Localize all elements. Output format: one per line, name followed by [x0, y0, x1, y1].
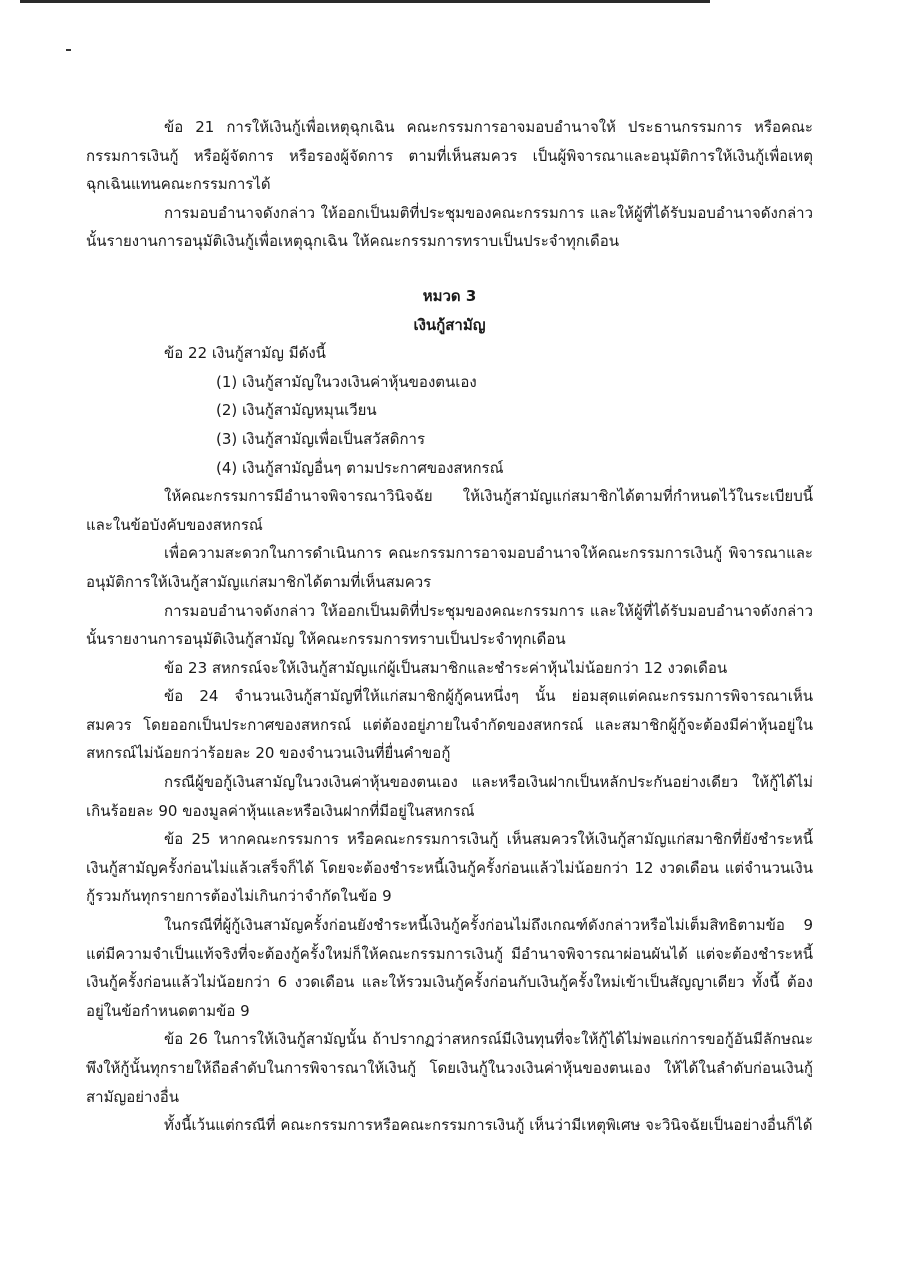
- list-item: (1) เงินกู้สามัญในวงเงินค่าหุ้นของตนเอง: [216, 372, 477, 391]
- clause-25-exception: ในกรณีที่ผู้กู้เงินสามัญครั้งก่อนยังชำระหนี้เงินกู้ครั้งก่อนไม่ถึงเกณฑ์ดังกล่าวหรือไม่เต็มสิทธิตามข้อ 9 แต่มีความจำเป็นแท้จริงที่จะต้องกู้ครั้งใหม่ก็ให้คณะกรรมการเงินกู้ มีอำนาจพิจารณาผ่อนผันได้ แต่จะต้องชำระหนี้เงินกู้ครั้งก่อนแล้วไม่น้อยกว่า 6 งวดเดือน และให้รวมเงินกู้ครั้งก่อนกับเงินกู้ครั้งใหม่เข้าเป็นสัญญาเดียว ทั้งนี้ ต้องอยู่ในข้อกำหนดตามข้อ 9: [86, 916, 813, 1020]
- clause-24: ข้อ 24 จำนวนเงินกู้สามัญที่ให้แก่สมาชิกผู้กู้คนหนึ่งๆ นั้น ย่อมสุดแต่คณะกรรมการพิจารณาเห็นสมควร โดยออกเป็นประกาศของสหกรณ์ แต่ต้องอยู่ภายในจำกัดของสหกรณ์ และสมาชิกผู้กู้จะต้องมีค่าหุ้นอยู่ในสหกรณ์ไม่น้อยกว่าร้อยละ 20 ของจำนวนเงินที่ยื่นคำขอกู้: [86, 687, 813, 763]
- clause-22-delegation: การมอบอำนาจดังกล่าว ให้ออกเป็นมติที่ประชุมของคณะกรรมการ และให้ผู้ที่ได้รับมอบอำนาจดังกล่าวนั้นรายงานการอนุมัติเงินกู้สามัญ ให้คณะกรรมการทราบเป็นประจำทุกเดือน: [86, 601, 813, 649]
- clause-22-convenience: เพื่อความสะดวกในการดำเนินการ คณะกรรมการอาจมอบอำนาจให้คณะกรรมการเงินกู้ พิจารณาและอนุมัติการให้เงินกู้สามัญแก่สมาชิกได้ตามที่เห็นสมควร: [86, 544, 813, 591]
- list-item: (4) เงินกู้สามัญอื่นๆ ตามประกาศของสหกรณ์: [216, 458, 504, 477]
- list-item: (2) เงินกู้สามัญหมุนเวียน: [216, 401, 377, 420]
- clause-21-delegation: การมอบอำนาจดังกล่าว ให้ออกเป็นมติที่ประชุมของคณะกรรมการ และให้ผู้ที่ได้รับมอบอำนาจดังกล่าวนั้นรายงานการอนุมัติเงินกู้เพื่อเหตุฉุกเฉิน ให้คณะกรรมการทราบเป็นประจำทุกเดือน: [86, 203, 813, 251]
- clause-26: ข้อ 26 ในการให้เงินกู้สามัญนั้น ถ้าปรากฏว่าสหกรณ์มีเงินทุนที่จะให้กู้ได้ไม่พอแก่การขอกู้อันมีลักษณะพึงให้กู้นั้นทุกรายให้ถือลำดับในการพิจารณาให้เงินกู้ โดยเงินกู้ในวงเงินค่าหุ้นของตนเอง ให้ได้ในลำดับก่อนเงินกู้สามัญอย่างอื่น: [86, 1030, 813, 1106]
- scan-speck: [66, 49, 71, 51]
- clause-26-exception: ทั้งนี้เว้นแต่กรณีที่ คณะกรรมการหรือคณะกรรมการเงินกู้ เห็นว่ามีเหตุพิเศษ จะวินิจฉัยเป็นอย่างอื่นก็ได้: [164, 1116, 813, 1135]
- chapter-title: เงินกู้สามัญ: [413, 315, 486, 334]
- top-rule-line: [20, 0, 710, 3]
- chapter-heading: หมวด 3: [422, 286, 477, 305]
- clause-25: ข้อ 25 หากคณะกรรมการ หรือคณะกรรมการเงินกู้ เห็นสมควรให้เงินกู้สามัญแก่สมาชิกที่ยังชำระหนี้เงินกู้สามัญครั้งก่อนไม่แล้วเสร็จก็ได้ โดยจะต้องชำระหนี้เงินกู้ครั้งก่อนแล้วไม่น้อยกว่า 12 งวดเดือน แต่จำนวนเงินกู้รวมกันทุกรายการต้องไม่เกินกว่าจำกัดในข้อ 9: [86, 830, 813, 906]
- clause-23: ข้อ 23 สหกรณ์จะให้เงินกู้สามัญแก่ผู้เป็นสมาชิกและชำระค่าหุ้นไม่น้อยกว่า 12 งวดเดือน: [164, 658, 728, 677]
- list-item: (3) เงินกู้สามัญเพื่อเป็นสวัสดิการ: [216, 429, 426, 448]
- clause-22-authority: ให้คณะกรรมการมีอำนาจพิจารณาวินิจฉัย ให้เงินกู้สามัญแก่สมาชิกได้ตามที่กำหนดไว้ในระเบียบนี้และในข้อบังคับของสหกรณ์: [86, 487, 813, 534]
- document-page: [86, 113, 813, 1140]
- clause-21: ข้อ 21 การให้เงินกู้เพื่อเหตุฉุกเฉิน คณะกรรมการอาจมอบอำนาจให้ ประธานกรรมการ หรือคณะกรรมการเงินกู้ หรือผู้จัดการ หรือรองผู้จัดการ ตามที่เห็นสมควร เป็นผู้พิจารณาและอนุมัติการให้เงินกู้เพื่อเหตุฉุกเฉินแทนคณะกรรมการได้: [86, 118, 813, 194]
- clause-22: ข้อ 22 เงินกู้สามัญ มีดังนี้: [164, 344, 326, 363]
- clause-24-collateral: กรณีผู้ขอกู้เงินสามัญในวงเงินค่าหุ้นของตนเอง และหรือเงินฝากเป็นหลักประกันอย่างเดียว ให้กู้ได้ไม่เกินร้อยละ 90 ของมูลค่าหุ้นและหรือเงินฝากที่มีอยู่ในสหกรณ์: [86, 773, 813, 820]
